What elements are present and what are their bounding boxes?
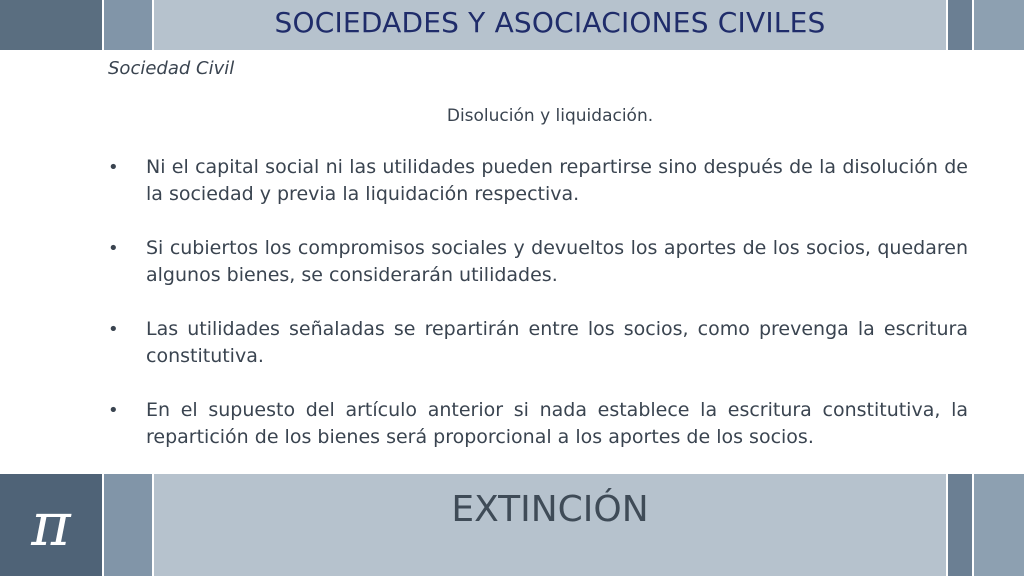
footer-title: EXTINCIÓN	[451, 488, 649, 530]
bullet-text: Ni el capital social ni las utilidades pueden repartirse sino después de la disolución de la sociedad y previa la liquidación respectiva.	[146, 156, 968, 205]
bullet-item	[108, 316, 968, 370]
bullet-marker: •	[108, 238, 119, 259]
bullet-text: En el supuesto del artículo anterior si nada establece la escritura constitutiva, la repartición de los bienes será proporcional a los aportes de los socios.	[146, 399, 968, 448]
section-label: Sociedad Civil	[108, 58, 235, 79]
bullet-text: Si cubiertos los compromisos sociales y devueltos los aportes de los socios, quedaren algunos bienes, se considerarán utilidades.	[146, 237, 968, 286]
slide-title: SOCIEDADES Y ASOCIACIONES CIVILES	[274, 5, 826, 39]
header-band-left-block	[0, 0, 102, 50]
footer-band-right-block	[974, 474, 1024, 576]
slide-subtitle: Disolución y liquidación.	[446, 106, 654, 126]
bullet-text: Las utilidades señaladas se repartirán entre los socios, como prevenga la escritura constitutiva.	[146, 318, 968, 367]
bullet-marker: •	[108, 400, 119, 421]
pi-logo-icon: π	[31, 490, 71, 560]
header-band-right-accent	[948, 0, 972, 50]
bullet-item	[108, 235, 968, 289]
bullet-marker: •	[108, 319, 119, 340]
footer-band-right-accent	[948, 474, 972, 576]
header-band-accent-block	[104, 0, 152, 50]
bullet-marker: •	[108, 157, 119, 178]
bullet-item	[108, 397, 968, 451]
footer-band-accent-block	[104, 474, 152, 576]
header-band-right-block	[974, 0, 1024, 50]
bullet-item	[108, 154, 968, 208]
bullet-list	[108, 154, 968, 478]
